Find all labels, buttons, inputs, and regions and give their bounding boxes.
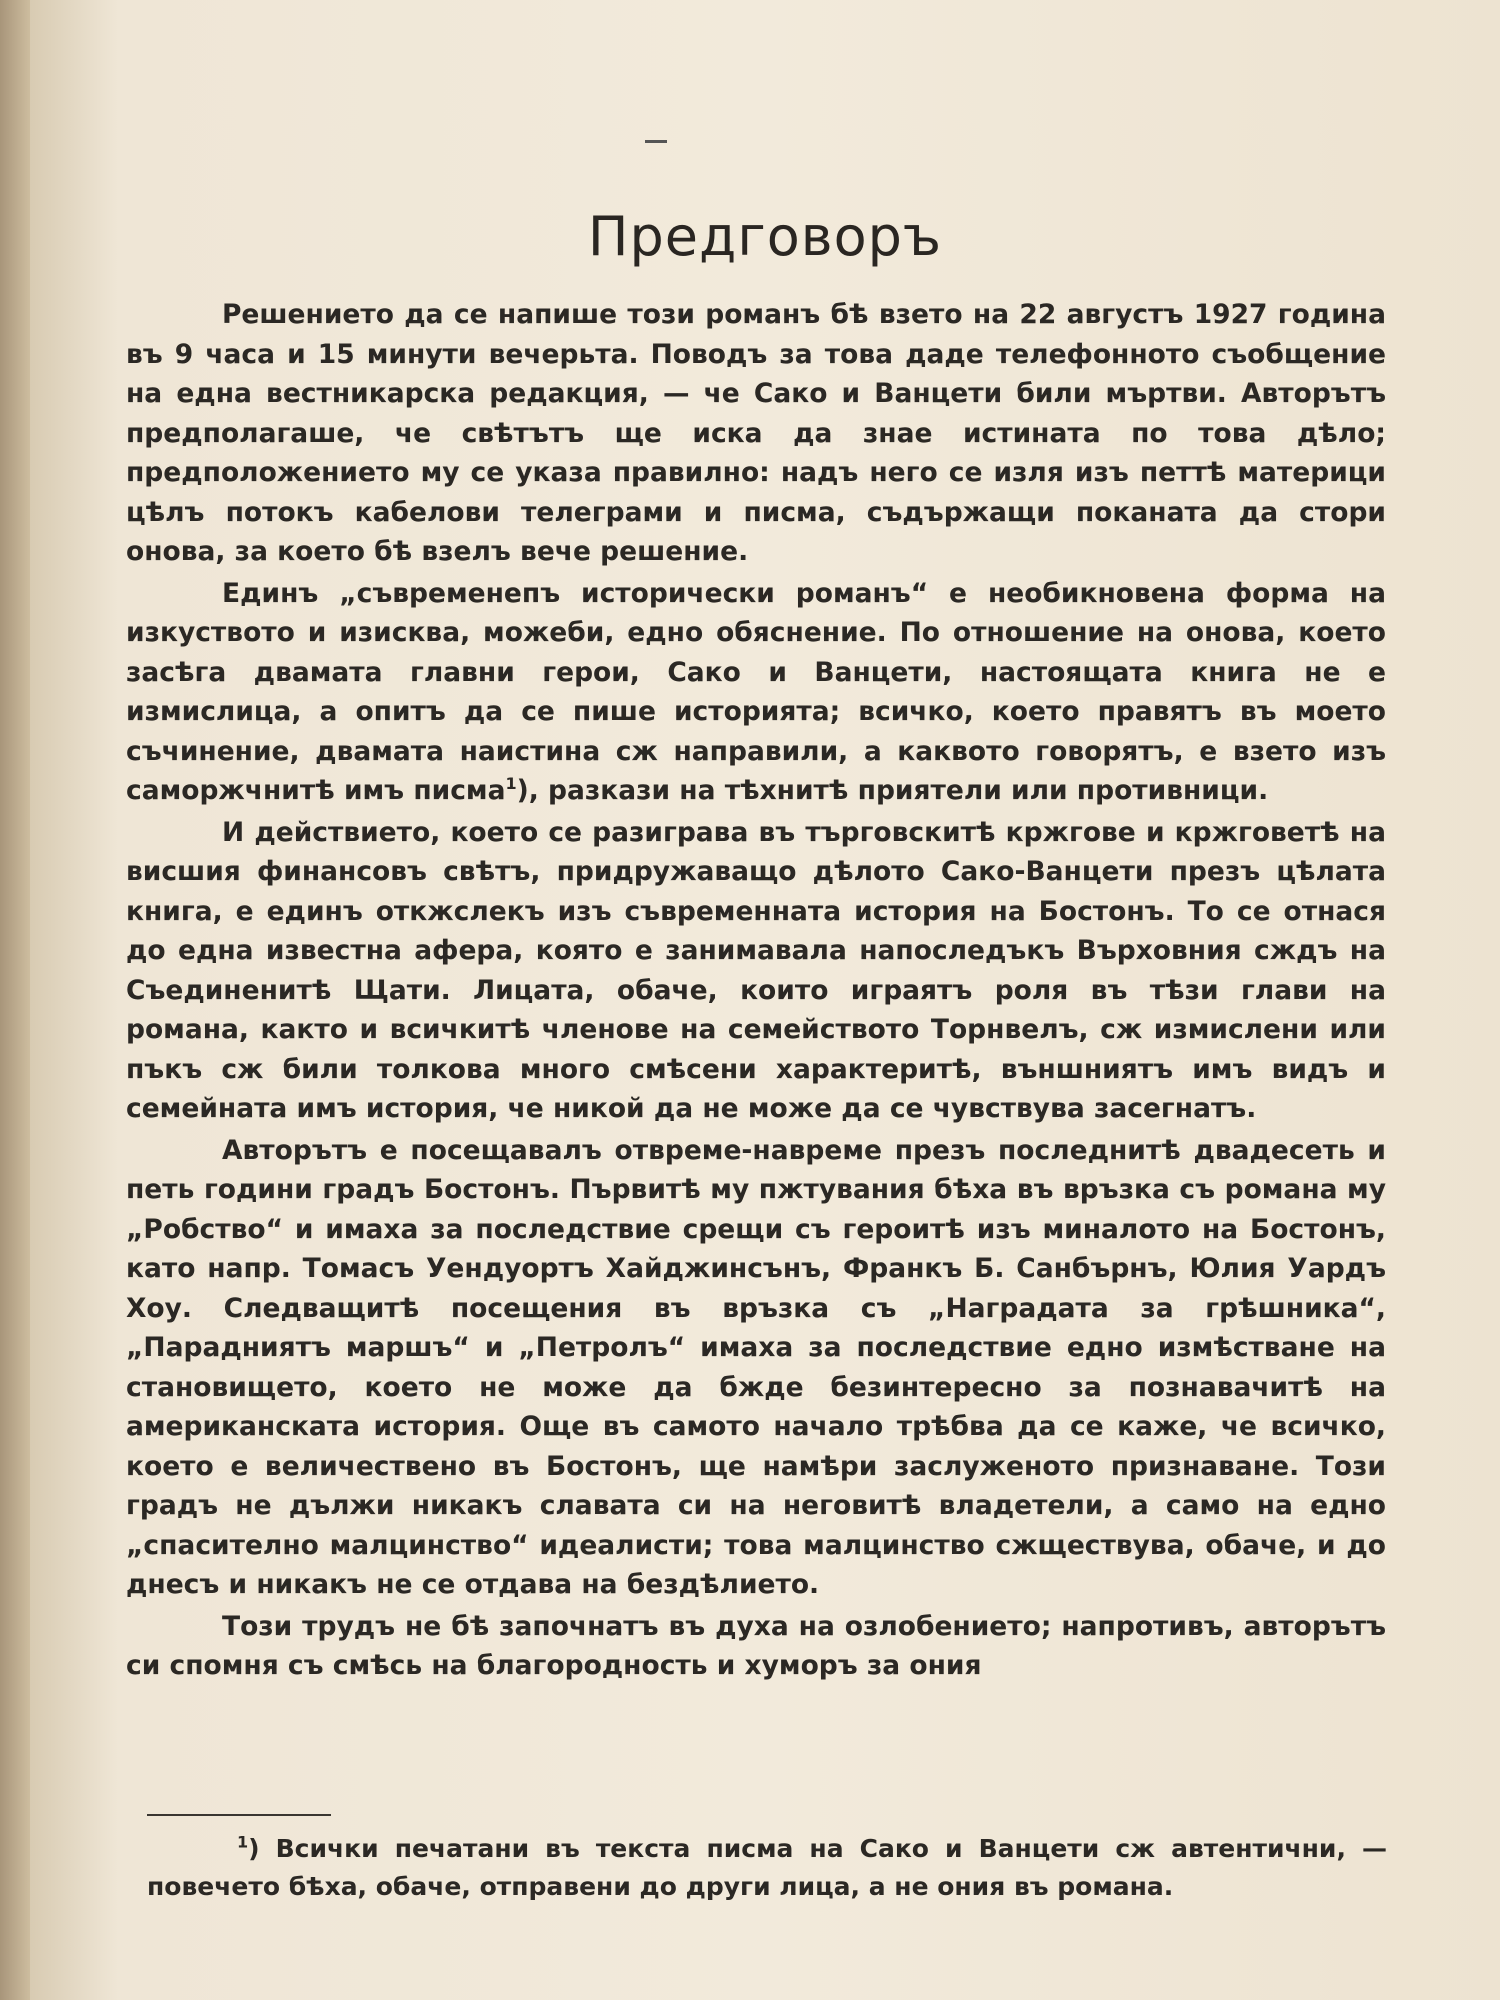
footnote-mark: 1 <box>237 1832 249 1852</box>
footnote-divider <box>147 1814 331 1816</box>
paragraph-2-tail: ), разкази на тѣхнитѣ приятели или противници. <box>516 775 1269 806</box>
paragraph-5: Този трудъ не бѣ започнатъ въ духа на озлобението; напротивъ, авторътъ си спомня съ смѣсь на благородность и хуморъ за ония <box>126 1610 1386 1681</box>
book-page <box>30 0 1500 2000</box>
paragraph-2 <box>126 574 1386 811</box>
paragraph-1: Решението да се напише този романъ бѣ взето на 22 августъ 1927 година въ 9 часа и 15 минути вечерьта. Поводъ за това даде телефонното съобщение на една вестникарска редакция, — че Сако и Ванцети били мъртви. Авторътъ предполагаше, че свѣтътъ ще иска да знае истината по това дѣло; предположението му се указа правилно: надъ него се изля изъ петтѣ материци цѣлъ потокъ кабелови телеграми и писма, съдържащи поканата да стори онова, за което бѣ взелъ вече решение. <box>126 299 1386 567</box>
book-spine <box>0 0 30 2000</box>
footnote <box>147 1830 1387 1906</box>
paragraph-3: И действието, което се разиграва въ търговскитѣ кржгове и кржговетѣ на висшия финансовъ свѣтъ, придружаващо дѣлото Сако-Ванцети презъ цѣлата книга, е единъ откжслекъ изъ съвременната история на Бостонъ. То се отнася до една известна афера, която е занимавала напоследъкъ Върховния сждъ на Съединенитѣ Щати. Лицата, обаче, които играятъ роля въ тѣзи глави на романа, както и всичкитѣ членове на семейството Торнвелъ, сж измислени или пъкъ сж били толкова много смѣсени характеритѣ, външниятъ имъ видъ и семейната имъ история, че никой да не може да се чувствува засегнатъ. <box>126 816 1386 1124</box>
footnote-reference: 1 <box>505 774 517 794</box>
body-text <box>126 295 1386 1686</box>
page-ornament-dash <box>645 140 667 143</box>
page-title: Предговоръ <box>587 205 943 268</box>
paragraph-4: Авторътъ е посещавалъ отвреме-навреме презъ последнитѣ двадесеть и петь години градъ Бостонъ. Първитѣ му пжтувания бѣха въ връзка съ романа му „Робство“ и имаха за последствие срещи съ героитѣ изъ миналото на Бостонъ, като напр. Томасъ Уендуортъ Хайджинсънъ, Франкъ Б. Санбърнъ, Юлия Уардъ Хоу. Следващитѣ посещения въ връзка съ „Наградата за грѣшника“, „Парадниятъ маршъ“ и „Петролъ“ имаха за последствие едно измѣстване на становището, което не може да бжде безинтересно за познавачитѣ на американската история. Още въ самото начало трѣбва да се каже, че всичко, което е величествено въ Бостонъ, ще намѣри заслуженото признаване. Този градъ не дължи никакъ славата си на неговитѣ владетели, а само на едно „спасително малцинство“ идеалисти; това малцинство сжществува, обаче, и до днесъ и никакъ не се отдава на бездѣлието. <box>126 1134 1386 1600</box>
paragraph-2-text: Единъ „съвременепъ исторически романъ“ е необикновена форма на изкуството и изисква, можеби, едно обяснение. По отношение на онова, което засѣга двамата главни герои, Сако и Ванцети, настоящата книга не е измислица, а опитъ да се пише историята; всичко, което правятъ въ моето съчинение, двамата наистина сж направили, а каквото говорятъ, е взето изъ саморжчнитѣ имъ писма <box>126 577 1386 806</box>
footnote-text: ) Всички печатани въ текста писма на Сако и Ванцети сж автентични, — повечето бѣха, обаче, отправени до други лица, а не ония въ романа. <box>147 1834 1387 1901</box>
